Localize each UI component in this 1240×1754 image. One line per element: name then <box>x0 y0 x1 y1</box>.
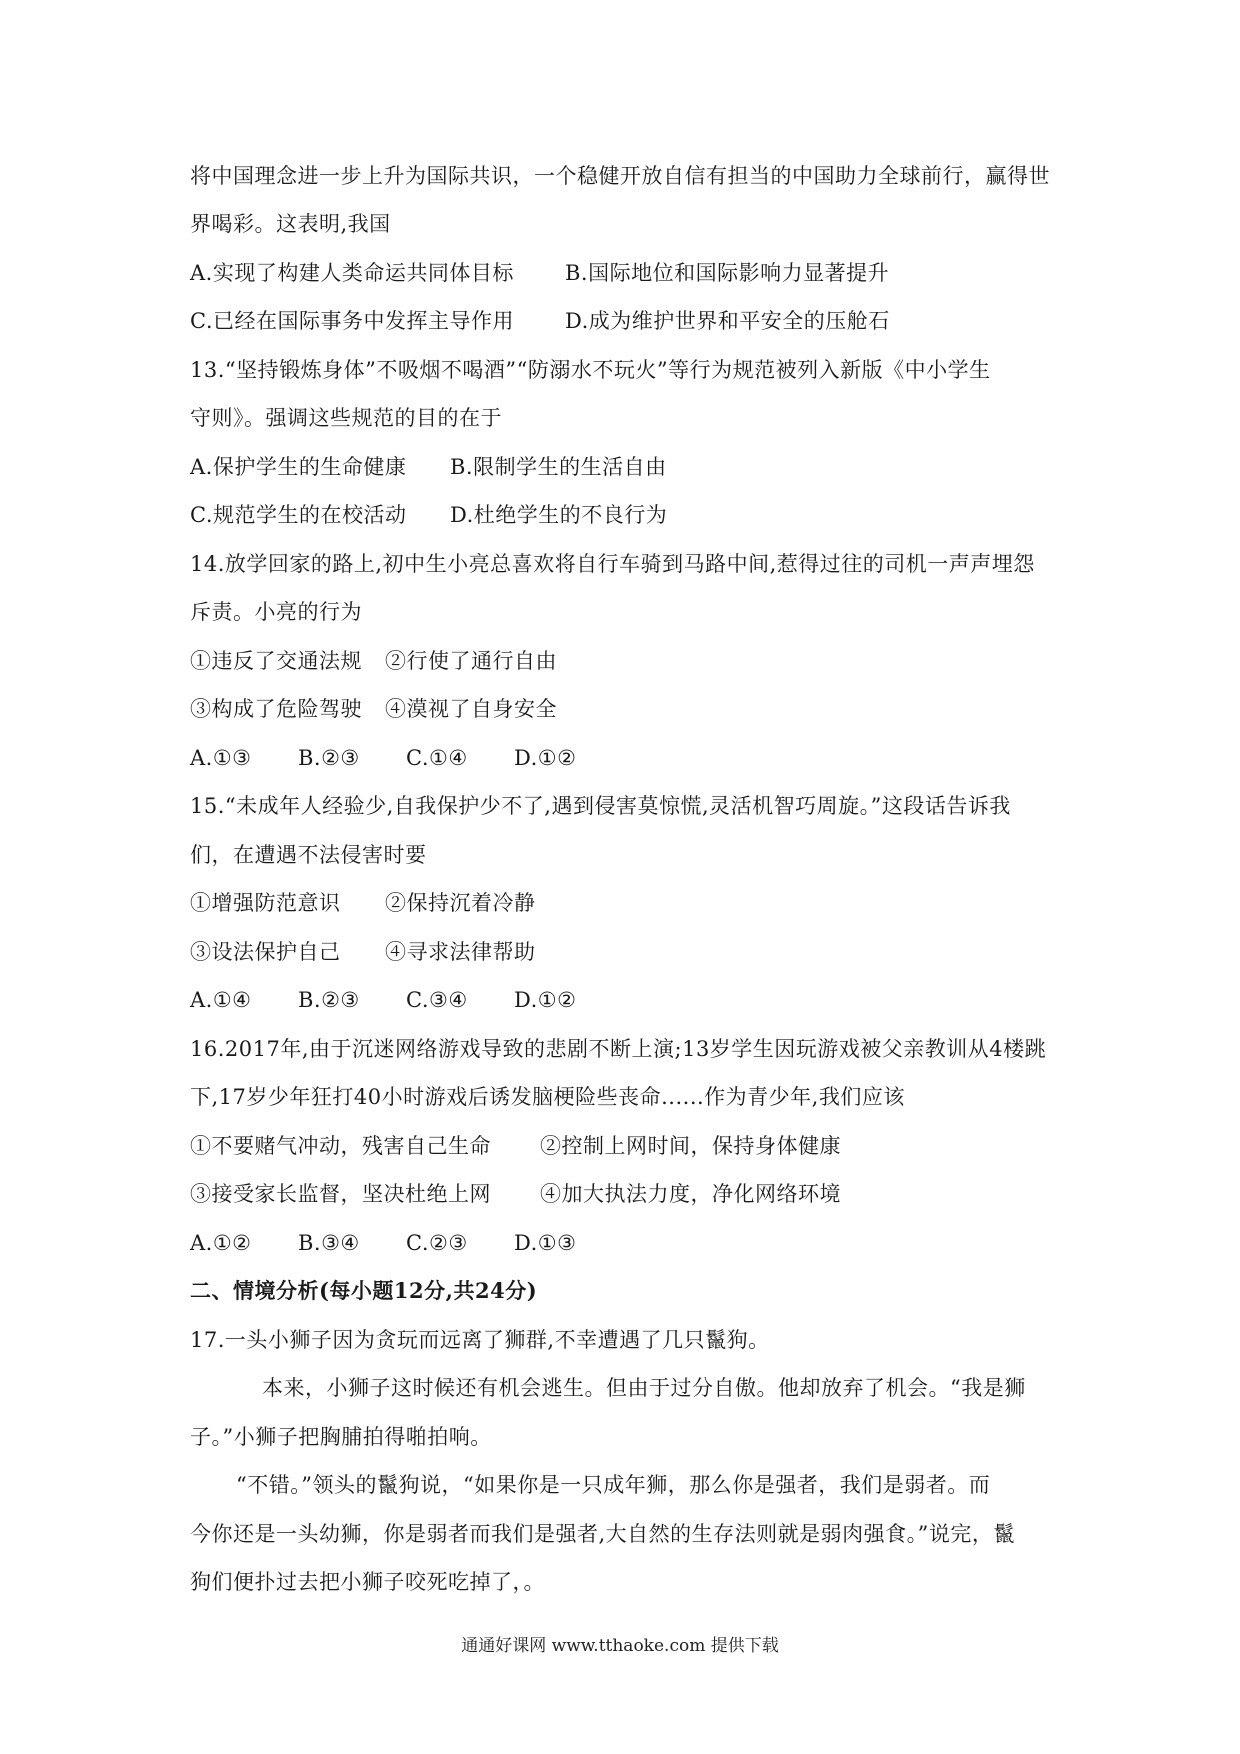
q14-item-1: ①违反了交通法规 <box>190 649 362 673</box>
q15-items-row1 <box>190 888 1070 918</box>
q14-item-3: ③构成了危险驾驶 <box>190 697 362 721</box>
q16-item-1: ①不要赌气冲动，残害自己生命 <box>190 1134 491 1158</box>
q15-option-c: C.③④ <box>406 988 468 1012</box>
q15-item-2: ②保持沉着冷静 <box>385 891 536 915</box>
q15-items-row2 <box>190 937 1070 967</box>
q15-text-line2: 们，在遭遇不法侵害时要 <box>190 843 427 867</box>
q15-option-d: D.①② <box>514 988 577 1012</box>
q13-option-a: A.保护学生的生命健康 <box>190 455 407 479</box>
q13-option-d: D.杜绝学生的不良行为 <box>450 503 668 527</box>
q15-option-b: B.②③ <box>298 988 360 1012</box>
q15-option-a: A.①④ <box>190 988 252 1012</box>
q13-option-c: C.规范学生的在校活动 <box>190 503 407 527</box>
q14-options <box>190 743 1070 773</box>
q15-item-3: ③设法保护自己 <box>190 940 341 964</box>
q12-option-b: B.国际地位和国际影响力显著提升 <box>565 261 890 285</box>
q17-para2-line2: 今你还是一头幼狮，你是弱者而我们是强者,大自然的生存法则就是弱肉强食。”说完，鬣 <box>190 1522 1015 1546</box>
q14-items-row2 <box>190 694 1070 724</box>
q15-text-line1: 15.“未成年人经验少,自我保护少不了,遇到侵害莫惊慌,灵活机智巧周旋。”这段话告诉我 <box>190 794 1011 818</box>
q12-options-row2 <box>190 306 1070 336</box>
q16-option-b: B.③④ <box>298 1231 360 1255</box>
q14-text-line2: 斥责。小亮的行为 <box>190 600 362 624</box>
q15-options <box>190 985 1070 1015</box>
q14-item-2: ②行使了通行自由 <box>385 649 557 673</box>
q13-options-row2 <box>190 500 1070 530</box>
q16-item-2: ②控制上网时间，保持身体健康 <box>540 1134 841 1158</box>
q14-option-b: B.②③ <box>298 746 360 770</box>
q16-items-row1 <box>190 1131 1070 1161</box>
q14-item-4: ④漠视了自身安全 <box>385 697 557 721</box>
q17-para1-line2: 子。”小狮子把胸脯拍得啪拍响。 <box>190 1425 492 1449</box>
q16-item-3: ③接受家长监督，坚决杜绝上网 <box>190 1182 491 1206</box>
q12-text-line2: 界喝彩。这表明,我国 <box>190 212 391 236</box>
q12-option-a: A.实现了构建人类命运共同体目标 <box>190 261 514 285</box>
q14-option-a: A.①③ <box>190 746 252 770</box>
q17-para2-line3: 狗们便扑过去把小狮子咬死吃掉了，。 <box>190 1570 545 1594</box>
q17-para2-line1: “不错。”领头的鬣狗说，“如果你是一只成年狮，那么你是强者，我们是弱者。而 <box>236 1473 991 1497</box>
q17-para1-line1: 本来，小狮子这时候还有机会逃生。但由于过分自傲。他却放弃了机会。“我是狮 <box>262 1376 1026 1400</box>
q14-items-row1 <box>190 646 1070 676</box>
q16-item-4: ④加大执法力度，净化网络环境 <box>540 1182 841 1206</box>
q14-option-d: D.①② <box>514 746 577 770</box>
q12-option-c: C.已经在国际事务中发挥主导作用 <box>190 309 514 333</box>
q16-items-row2 <box>190 1179 1070 1209</box>
q16-option-d: D.①③ <box>514 1231 577 1255</box>
page-footer: 通通好课网 www.tthaoke.com 提供下载 <box>461 1636 779 1656</box>
q15-item-1: ①增强防范意识 <box>190 891 341 915</box>
q17-text-line1: 17.一头小狮子因为贪玩而远离了狮群,不幸遭遇了几只鬣狗。 <box>190 1328 770 1352</box>
q13-text-line2: 守则》。强调这些规范的目的在于 <box>190 406 502 430</box>
q15-item-4: ④寻求法律帮助 <box>385 940 536 964</box>
section2-heading: 二、情境分析(每小题12分,共24分) <box>190 1278 538 1303</box>
q12-options-row1 <box>190 258 1070 288</box>
q14-text-line1: 14.放学回家的路上,初中生小亮总喜欢将自行车骑到马路中间,惹得过往的司机一声声埋怨 <box>190 552 1035 576</box>
q16-options <box>190 1228 1070 1258</box>
q16-option-c: C.②③ <box>406 1231 468 1255</box>
q13-options-row1 <box>190 452 1070 482</box>
q16-text-line2: 下,17岁少年狂打40小时游戏后诱发脑梗险些丧命......作为青少年,我们应该 <box>190 1085 905 1109</box>
q16-option-a: A.①② <box>190 1231 252 1255</box>
q16-text-line1: 16.2017年,由于沉迷网络游戏导致的悲剧不断上演;13岁学生因玩游戏被父亲教训从4楼跳 <box>190 1037 1047 1061</box>
q12-option-d: D.成为维护世界和平安全的压舱石 <box>565 309 890 333</box>
q14-option-c: C.①④ <box>406 746 468 770</box>
q13-text-line1: 13.“坚持锻炼身体”不吸烟不喝酒”“防溺水不玩火”等行为规范被列入新版《中小学生 <box>190 358 991 382</box>
q13-option-b: B.限制学生的生活自由 <box>450 455 667 479</box>
q12-text-line1: 将中国理念进一步上升为国际共识，一个稳健开放自信有担当的中国助力全球前行，赢得世 <box>190 164 1050 188</box>
